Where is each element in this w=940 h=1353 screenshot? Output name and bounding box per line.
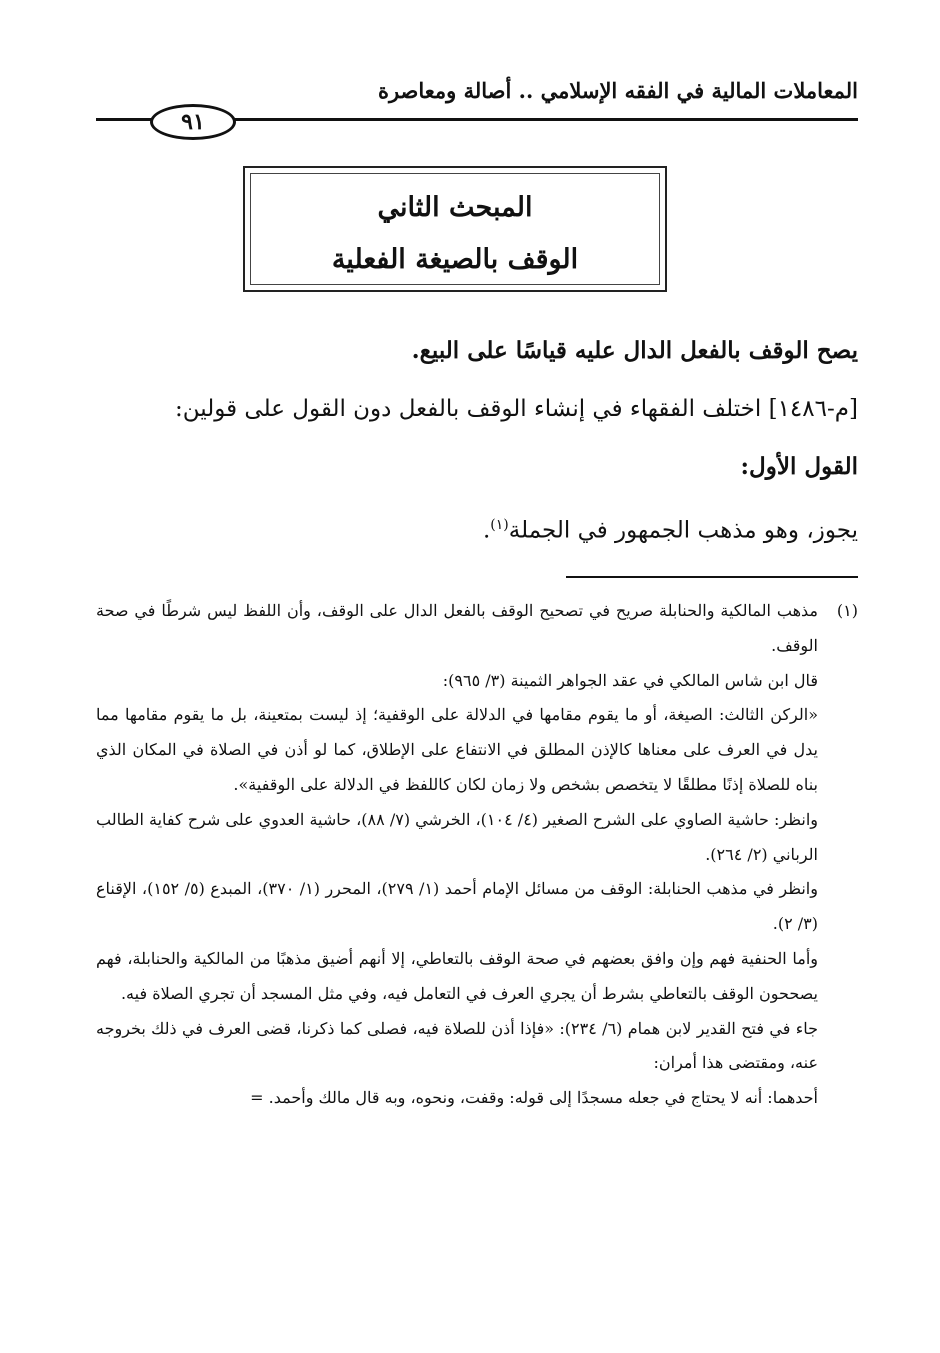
body-paragraph-issue: [م-١٤٨٦] اختلف الفقهاء في إنشاء الوقف بالفعل دون القول على قولين:	[175, 396, 858, 422]
footnote-paragraph: أحدهما: أنه لا يحتاج في جعله مسجدًا إلى قوله: وقفت، ونحوه، وبه قال مالك وأحمد. =	[250, 1088, 818, 1108]
footnote-separator	[566, 576, 858, 578]
body-text	[96, 322, 858, 560]
footnote-paragraph: وأما الحنفية فهم وإن وافق بعضهم في صحة الوقف بالتعاطي، إلا أنهم أضيق مذهبًا من المالكية والحنابلة، فهم يصححون الوقف بالتعاطي بشرط أن يجري العرف في التعامل فيه، وفي مثل المسجد أن تجري الصلاة فيه.	[96, 948, 818, 1003]
section-title-frame	[250, 173, 660, 285]
running-header: المعاملات المالية في الفقه الإسلامي .. أصالة ومعاصرة	[377, 78, 858, 103]
footnote-paragraph: قال ابن شاس المالكي في عقد الجواهر الثمينة (٣/ ٩٦٥):	[442, 670, 818, 690]
first-opinion-text: يجوز، وهو مذهب الجمهور في الجملة	[508, 517, 858, 544]
footnote-paragraph: وانظر في مذهب الحنابلة: الوقف من مسائل الإمام أحمد (١/ ٢٧٩)، المحرر (١/ ٣٧٠)، المبدع (٥/ ١٥٢)، الإقناع (٣/ ٢).	[96, 879, 818, 934]
footnote-paragraph: مذهب المالكية والحنابلة صريح في تصحيح الوقف بالفعل الدال على الوقف، وأن اللفظ ليس شرطًا في صحة الوقف.	[96, 601, 818, 655]
page-number: ٩١	[150, 104, 236, 140]
section-heading: المبحث الثاني	[377, 192, 533, 223]
body-paragraph-first-opinion	[96, 496, 858, 560]
body-paragraph-ruling: يصح الوقف بالفعل الدال عليه قياسًا على البيع.	[411, 337, 858, 364]
first-opinion-heading: القول الأول:	[740, 453, 858, 480]
footnote-paragraph: جاء في فتح القدير لابن همام (٦/ ٢٣٤): «فإذا أذن للصلاة فيه، فصلى كما ذكرنا، قضى العرف في ذلك بخروجه عنه، ومقتضى هذا أمران:	[96, 1018, 819, 1073]
footnote-1	[96, 594, 858, 1116]
footnote-paragraph: وانظر: حاشية الصاوي على الشرح الصغير (٤/ ١٠٤)، الخرشي (٧/ ٨٨)، حاشية العدوي على شرح كفاية الطالب الرباني (٢/ ٢٦٤).	[96, 809, 818, 864]
footnote-quote: «الركن الثالث: الصيغة، أو ما يقوم مقامها في الدلالة على الوقفية؛ إذ ليست بمتعينة، بل ما يقوم مقامها مما يدل في العرف على معناها كالإذن المطلق في الانتفاع على الإطلاق، كما لو أذن في الصلاة في المكان الذي بناه للصلاة إذنًا مطلقًا لا يتخصص بشخص ولا زمان لكان كاللفظ في الدلالة على الوقفية».	[96, 705, 818, 794]
footnote-reference: (١)	[490, 517, 509, 533]
section-title-box	[243, 166, 667, 292]
footnotes	[96, 594, 858, 1116]
section-subheading: الوقف بالصيغة الفعلية	[331, 244, 579, 275]
footnote-marker: (١)	[836, 601, 858, 620]
sentence-end: .	[482, 517, 491, 544]
